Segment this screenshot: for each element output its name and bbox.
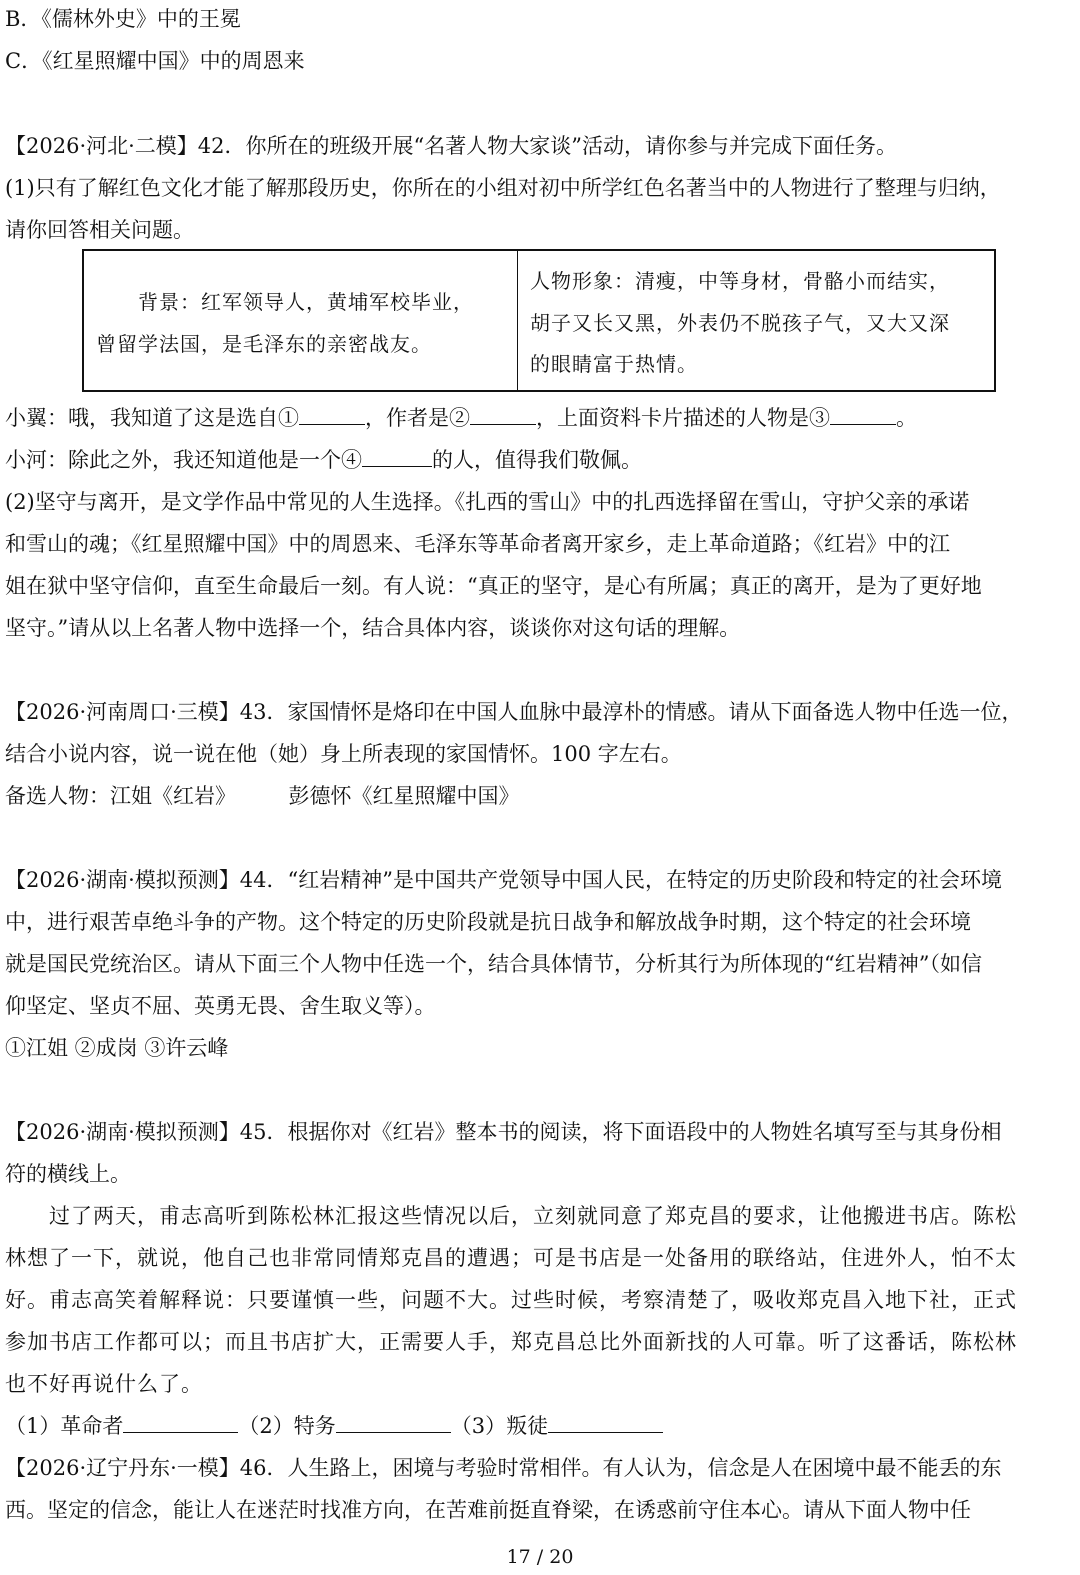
q44-line3: 就是国民党统治区。请从下面三个人物中任选一个，结合具体情节，分析其行为所体现的“红岩精神”（如信	[5, 952, 982, 976]
xiaoyi-text-a: 小翼：哦，我知道了这是选自①	[5, 406, 299, 430]
q42-task2-line2: 和雪山的魂；《红星照耀中国》中的周恩来、毛泽东等革命者离开家乡，走上革命道路；《红岩》中的江	[5, 532, 950, 556]
q44-line1: 【2026·湖南·模拟预测】44．“红岩精神”是中国共产党领导中国人民，在特定的历史阶段和特定的社会环境	[5, 868, 1002, 892]
q45-answers	[5, 1412, 663, 1440]
q43-line1: 【2026·河南周口·三模】43．家国情怀是烙印在中国人血脉中最淳朴的情感。请从下面备选人物中任选一位，	[5, 700, 1023, 724]
blank-2[interactable]	[470, 404, 536, 425]
option-c: C．《红星照耀中国》中的周恩来	[5, 49, 305, 73]
answer-blank-2[interactable]	[336, 1412, 451, 1433]
blank-4[interactable]	[362, 446, 432, 467]
q42-task1-line2: 请你回答相关问题。	[5, 218, 194, 242]
card-image-line2: 胡子又长又黑，外表仍不脱孩子气，又大又深	[530, 311, 950, 335]
answer-label-1: （1）革命者	[5, 1414, 124, 1438]
info-card	[82, 249, 996, 392]
q43-line3: 备选人物：江姐《红岩》 彭德怀《红星照耀中国》	[5, 784, 520, 808]
answer-blank-1[interactable]	[123, 1412, 238, 1433]
card-image-line1: 人物形象：清瘦，中等身材，骨骼小而结实，	[530, 269, 950, 293]
card-background-line1: 背景：红军领导人，黄埔军校毕业，	[96, 290, 474, 314]
q45-stem-line1: 【2026·湖南·模拟预测】45．根据你对《红岩》整本书的阅读，将下面语段中的人物姓名填写至与其身份相	[5, 1120, 1002, 1144]
q42-task2-line1: (2)坚守与离开，是文学作品中常见的人生选择。《扎西的雪山》中的扎西选择留在雪山，守护父亲的承诺	[5, 490, 970, 514]
xiaohe-text-a: 小河：除此之外，我还知道他是一个④	[5, 448, 362, 472]
q45-stem-line2: 符的横线上。	[5, 1162, 131, 1186]
q45-passage-line1: 过了两天，甫志高听到陈松林汇报这些情况以后，立刻就同意了郑克昌的要求，让他搬进书店。陈松	[5, 1204, 1017, 1228]
q44-options: ①江姐 ②成岗 ③许云峰	[5, 1036, 229, 1060]
q46-line2: 西。坚定的信念，能让人在迷茫时找准方向，在苦难前挺直脊梁，在诱惑前守住本心。请从下面人物中任	[5, 1498, 971, 1522]
xiaoyi-text-c: ，上面资料卡片描述的人物是③	[536, 406, 830, 430]
q45-passage-line5: 也不好再说什么了。	[5, 1372, 203, 1396]
xiaoyi-dialogue	[5, 404, 917, 432]
q46-line1: 【2026·辽宁丹东·一模】46．人生路上，困境与考验时常相伴。有人认为，信念是人在困境中最不能丢的东	[5, 1456, 1002, 1480]
answer-blank-3[interactable]	[548, 1412, 663, 1433]
answer-label-2: （2）特务	[238, 1414, 336, 1438]
blank-1[interactable]	[299, 404, 365, 425]
xiaoyi-text-b: ，作者是②	[365, 406, 470, 430]
page-number: 17 / 20	[506, 1546, 574, 1568]
answer-label-3: （3）叛徒	[450, 1414, 549, 1438]
q42-task1-line1: (1)只有了解红色文化才能了解那段历史，你所在的小组对初中所学红色名著当中的人物进行了整理与归纳，	[5, 176, 1001, 200]
blank-3[interactable]	[830, 404, 896, 425]
xiaohe-dialogue	[5, 446, 642, 474]
q43-line2: 结合小说内容，说一说在他（她）身上所表现的家国情怀。100 字左右。	[5, 742, 682, 766]
q42-stem: 【2026·河北·二模】42．你所在的班级开展“名著人物大家谈”活动，请你参与并完成下面任务。	[5, 134, 897, 158]
xiaohe-text-b: 的人，值得我们敬佩。	[432, 448, 642, 472]
option-b: B．《儒林外史》中的王冕	[5, 7, 241, 31]
q42-task2-line3: 姐在狱中坚守信仰，直至生命最后一刻。有人说：“真正的坚守，是心有所属；真正的离开，是为了更好地	[5, 574, 982, 598]
xiaoyi-text-d: 。	[896, 406, 917, 430]
q42-task2-line4: 坚守。”请从以上名著人物中选择一个，结合具体内容，谈谈你对这句话的理解。	[5, 616, 741, 640]
q45-passage-line3: 好。甫志高笑着解释说：只要谨慎一些，问题不大。过些时候，考察清楚了，吸收郑克昌入地下社，正式	[5, 1288, 1017, 1312]
card-background-line2: 曾留学法国，是毛泽东的亲密战友。	[96, 332, 432, 356]
q45-passage-line2: 林想了一下，就说，他自己也非常同情郑克昌的遭遇；可是书店是一处备用的联络站，住进外人，怕不太	[5, 1246, 1017, 1270]
q44-line2: 中，进行艰苦卓绝斗争的产物。这个特定的历史阶段就是抗日战争和解放战争时期，这个特定的社会环境	[5, 910, 971, 934]
q45-passage-line4: 参加书店工作都可以；而且书店扩大，正需要人手，郑克昌总比外面新找的人可靠。听了这番话，陈松林	[5, 1330, 1017, 1354]
card-image-line3: 的眼睛富于热情。	[530, 352, 698, 376]
card-divider	[517, 251, 518, 390]
q44-line4: 仰坚定、坚贞不屈、英勇无畏、舍生取义等）。	[5, 994, 436, 1018]
